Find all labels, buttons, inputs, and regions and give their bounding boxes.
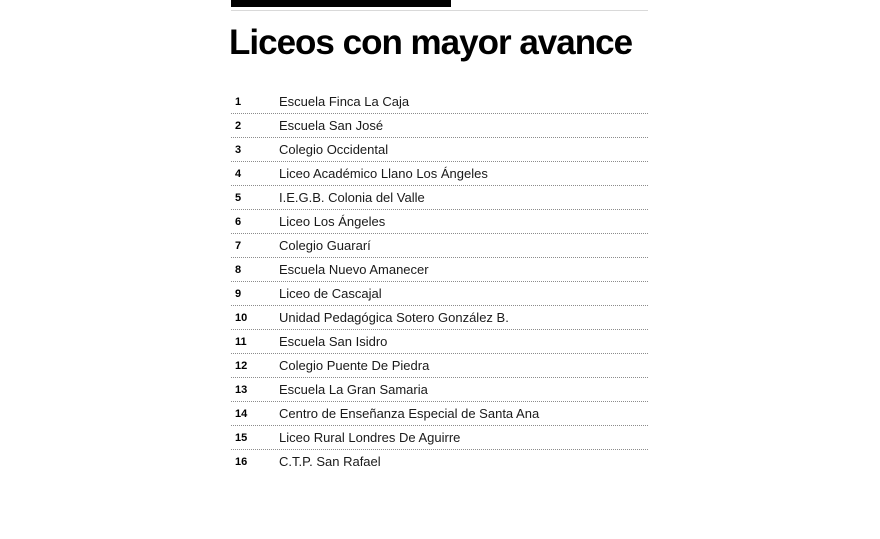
- rank-number: 14: [235, 407, 248, 420]
- list-item: [231, 210, 648, 234]
- rank-number: 5: [235, 191, 242, 204]
- school-name: Escuela San Isidro: [279, 334, 388, 349]
- list-item: [231, 138, 648, 162]
- ranking-panel: [231, 0, 648, 473]
- rank-number: 4: [235, 167, 242, 180]
- rank-number: 3: [235, 143, 242, 156]
- school-name: C.T.P. San Rafael: [279, 454, 381, 469]
- rank-number: 2: [235, 119, 242, 132]
- rank-number: 16: [235, 455, 248, 468]
- school-name: Liceo Los Ángeles: [279, 214, 386, 229]
- list-item: [231, 258, 648, 282]
- rank-number: 8: [235, 263, 242, 276]
- list-item: [231, 330, 648, 354]
- list-item: [231, 282, 648, 306]
- list-item: [231, 450, 648, 473]
- list-item: [231, 186, 648, 210]
- rank-number: 10: [235, 311, 248, 324]
- school-name: Colegio Puente De Piedra: [279, 358, 430, 373]
- school-name: Unidad Pedagógica Sotero González B.: [279, 310, 509, 325]
- page-title: Liceos con mayor avance: [229, 23, 633, 62]
- list-item: [231, 234, 648, 258]
- list-item: [231, 162, 648, 186]
- list-item: [231, 402, 648, 426]
- school-name: Colegio Guararí: [279, 238, 371, 253]
- ranking-list: [231, 90, 648, 473]
- list-item: [231, 114, 648, 138]
- rank-number: 1: [235, 95, 242, 108]
- school-name: Centro de Enseñanza Especial de Santa Ana: [279, 406, 540, 421]
- accent-bar: [231, 0, 451, 7]
- school-name: Colegio Occidental: [279, 142, 389, 157]
- list-item: [231, 90, 648, 114]
- school-name: I.E.G.B. Colonia del Valle: [279, 190, 425, 205]
- school-name: Escuela Finca La Caja: [279, 94, 410, 109]
- rank-number: 9: [235, 287, 242, 300]
- rank-number: 7: [235, 239, 242, 252]
- school-name: Escuela La Gran Samaria: [279, 382, 428, 397]
- school-name: Liceo de Cascajal: [279, 286, 382, 301]
- top-rule: [231, 0, 648, 11]
- rank-number: 6: [235, 215, 242, 228]
- school-name: Liceo Rural Londres De Aguirre: [279, 430, 461, 445]
- list-item: [231, 306, 648, 330]
- school-name: Escuela San José: [279, 118, 384, 133]
- rank-number: 15: [235, 431, 248, 444]
- rank-number: 11: [235, 335, 247, 348]
- school-name: Liceo Académico Llano Los Ángeles: [279, 166, 488, 181]
- rank-number: 13: [235, 383, 248, 396]
- rank-number: 12: [235, 359, 248, 372]
- list-item: [231, 426, 648, 450]
- list-item: [231, 354, 648, 378]
- school-name: Escuela Nuevo Amanecer: [279, 262, 429, 277]
- list-item: [231, 378, 648, 402]
